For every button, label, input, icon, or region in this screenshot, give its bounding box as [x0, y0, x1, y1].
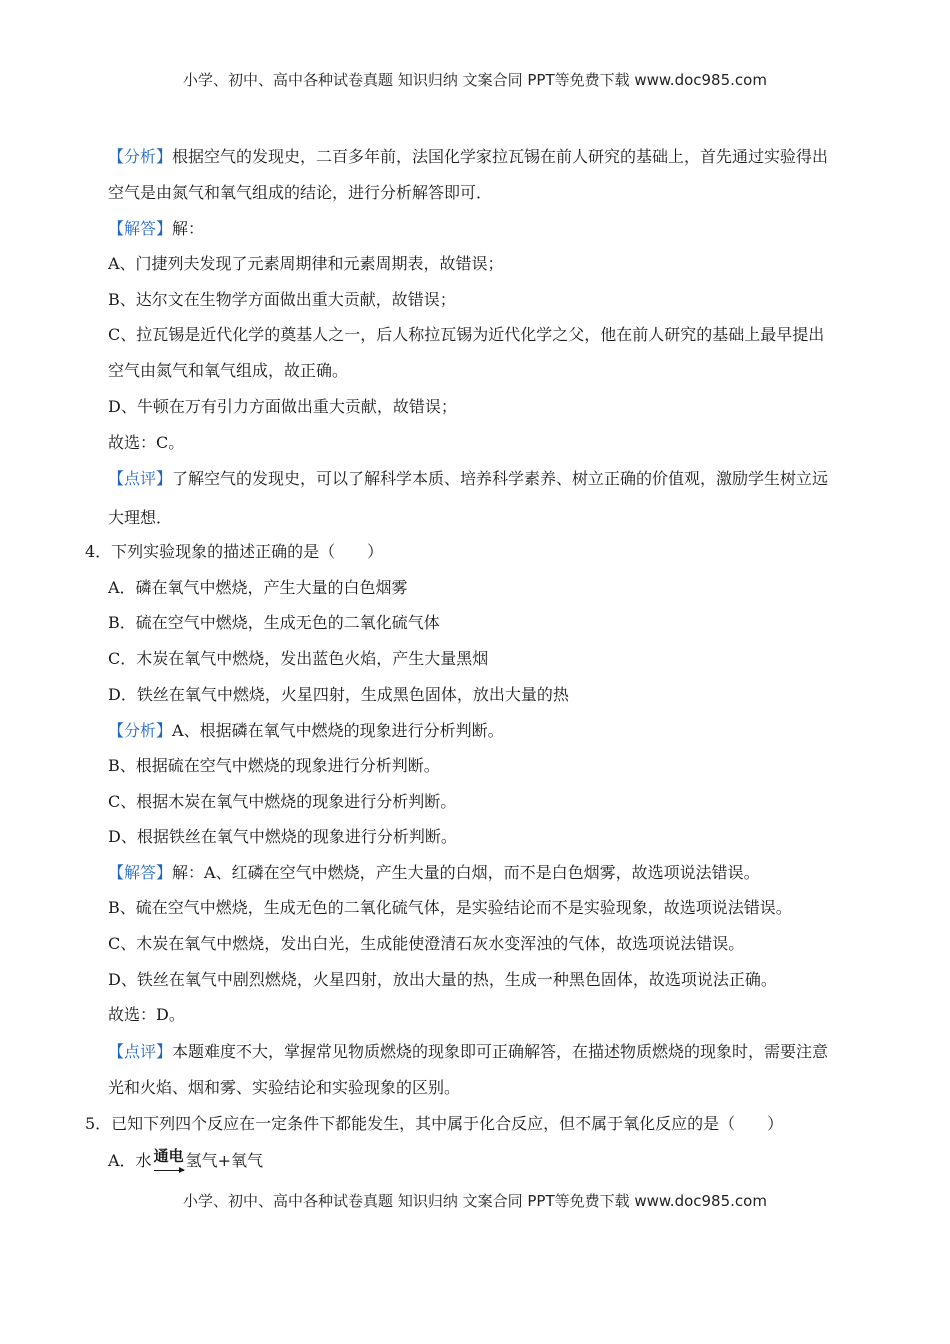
q3-choice: 故选：C。 — [108, 433, 185, 452]
option-a-prefix: A．水 — [108, 1151, 152, 1170]
q3-answer-c-line-1: C、拉瓦锡是近代化学的奠基人之一，后人称拉瓦锡为近代化学之父，他在前人研究的基础上最早提出 — [108, 325, 825, 344]
q4-option-d: D．铁丝在氧气中燃烧，火星四射，生成黑色固体，放出大量的热 — [108, 685, 569, 704]
q4-option-b: B．硫在空气中燃烧，生成无色的二氧化硫气体 — [108, 613, 440, 632]
q4-analysis-a: 【分析】A、根据磷在氧气中燃烧的现象进行分析判断。 — [108, 721, 504, 740]
q3-comment-line-2: 大理想． — [108, 508, 173, 527]
comment-tag: 【点评】 — [108, 1042, 173, 1061]
reaction-arrow — [154, 1149, 184, 1173]
q3-comment-line-1: 【点评】了解空气的发现史，可以了解科学本质、培养科学素养、树立正确的价值观，激励学生树立远 — [108, 469, 829, 488]
q5-option-a — [108, 1149, 868, 1173]
q4-answer-d: D、铁丝在氧气中剧烈燃烧，火星四射，放出大量的热，生成一种黑色固体，故选项说法正确。 — [108, 970, 777, 989]
q3-analysis-line-1: 【分析】根据空气的发现史，二百多年前，法国化学家拉瓦锡在前人研究的基础上，首先通过实验得出 — [108, 147, 829, 166]
q4-comment-line-2: 光和火焰、烟和雾、实验结论和实验现象的区别。 — [108, 1078, 461, 1097]
q3-answer-head: 【解答】解： — [108, 219, 205, 238]
q4-answer-b: B、硫在空气中燃烧，生成无色的二氧化硫气体，是实验结论而不是实验现象，故选项说法错误。 — [108, 898, 792, 917]
arrow-icon — [154, 1170, 184, 1171]
comment-tag: 【点评】 — [108, 469, 173, 488]
option-a-products: 氢气+氧气 — [185, 1151, 263, 1170]
q3-answer-b: B、达尔文在生物学方面做出重大贡献，故错误； — [108, 290, 456, 309]
q4-choice: 故选：D。 — [108, 1005, 185, 1024]
q4-stem: 4．下列实验现象的描述正确的是（ ） — [85, 542, 384, 561]
q3-answer-a: A、门捷列夫发现了元素周期律和元素周期表，故错误； — [108, 254, 504, 273]
page-header: 小学、初中、高中各种试卷真题 知识归纳 文案合同 PPT等免费下载 www.doc985.com — [183, 71, 767, 89]
q4-analysis-d: D、根据铁丝在氧气中燃烧的现象进行分析判断。 — [108, 827, 457, 846]
q3-answer-c-line-2: 空气由氮气和氧气组成，故正确。 — [108, 361, 349, 380]
q4-comment-line-1: 【点评】本题难度不大，掌握常见物质燃烧的现象即可正确解答，在描述物质燃烧的现象时，需要注意 — [108, 1042, 829, 1061]
answer-tag: 【解答】 — [108, 863, 173, 882]
q3-analysis-line-2: 空气是由氮气和氧气组成的结论，进行分析解答即可． — [108, 183, 493, 202]
answer-tag: 【解答】 — [108, 219, 173, 238]
q4-option-a: A．磷在氧气中燃烧，产生大量的白色烟雾 — [108, 578, 408, 597]
q4-answer-a: 【解答】解：A、红磷在空气中燃烧，产生大量的白烟，而不是白色烟雾，故选项说法错误。 — [108, 863, 760, 882]
page-footer: 小学、初中、高中各种试卷真题 知识归纳 文案合同 PPT等免费下载 www.doc985.com — [183, 1192, 767, 1210]
q4-answer-c: C、木炭在氧气中燃烧，发出白光，生成能使澄清石灰水变浑浊的气体，故选项说法错误。 — [108, 934, 745, 953]
analysis-tag: 【分析】 — [108, 147, 173, 166]
q4-option-c: C．木炭在氧气中燃烧，发出蓝色火焰，产生大量黑烟 — [108, 649, 489, 668]
reaction-condition: 通电 — [153, 1147, 184, 1165]
analysis-tag: 【分析】 — [108, 721, 173, 740]
q5-stem: 5．已知下列四个反应在一定条件下都能发生，其中属于化合反应，但不属于氧化反应的是（ ） — [85, 1114, 784, 1133]
q3-answer-d: D、牛顿在万有引力方面做出重大贡献，故错误； — [108, 397, 457, 416]
q4-analysis-b: B、根据硫在空气中燃烧的现象进行分析判断。 — [108, 756, 440, 775]
q4-analysis-c: C、根据木炭在氧气中燃烧的现象进行分析判断。 — [108, 792, 457, 811]
